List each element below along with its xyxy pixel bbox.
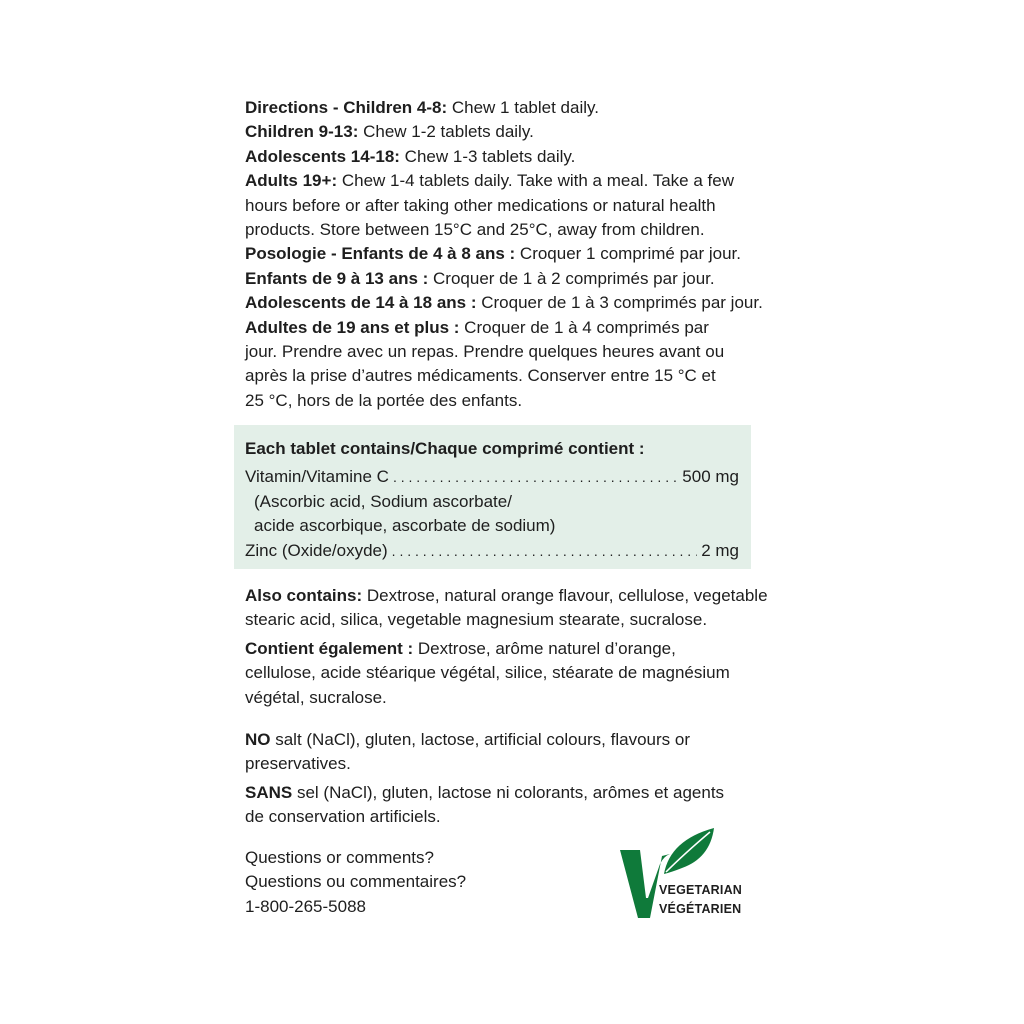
- ingredient-row-zinc: [245, 541, 739, 561]
- directions-line-6: products. Store between 15°C and 25°C, away from children.: [245, 220, 705, 240]
- directions-text: Croquer de 1 à 2 comprimés par jour.: [428, 268, 715, 288]
- contact-phone[interactable]: 1-800-265-5088: [245, 896, 366, 916]
- contient-line-1: [245, 637, 755, 661]
- also-contains-label: Also contains:: [245, 586, 363, 605]
- ingredient-row-vitamin-c: [245, 467, 739, 487]
- directions-heading: Children 9-13:: [245, 122, 359, 142]
- directions-text: Croquer 1 comprimé par jour.: [515, 244, 742, 264]
- directions-text: Croquer de 1 à 3 comprimés par jour.: [476, 293, 763, 313]
- contient-line-3: végétal, sucralose.: [245, 687, 387, 707]
- directions-line-7: [245, 242, 755, 266]
- ingredient-source-line-1: (Ascorbic acid, Sodium ascorbate/: [254, 492, 512, 511]
- contact-question-fr: Questions ou commentaires?: [245, 872, 467, 892]
- directions-text: Chew 1-2 tablets daily.: [358, 122, 534, 142]
- directions-heading: Adolescents de 14 à 18 ans :: [245, 293, 477, 313]
- sans-text: sel (NaCl), gluten, lactose ni colorants, arômes et agents: [292, 783, 725, 802]
- directions-line-13: 25 °C, hors de la portée des enfants.: [245, 390, 523, 410]
- directions-line-11: jour. Prendre avec un repas. Prendre quelques heures avant ou: [245, 342, 725, 362]
- no-line-1: [245, 728, 755, 752]
- dot-leader: [392, 541, 698, 561]
- directions-text: Chew 1-4 tablets daily. Take with a meal. Take a few: [337, 171, 734, 191]
- directions-section: [245, 96, 763, 413]
- sans-line-2: de conservation artificiels.: [245, 807, 441, 827]
- vegetarian-label-fr: VÉGÉTARIEN: [659, 902, 742, 916]
- directions-line-9: [245, 291, 763, 315]
- also-line-1: [245, 584, 768, 608]
- ingredient-amount: 500 mg: [682, 467, 739, 486]
- no-line-2: preservatives.: [245, 754, 351, 774]
- ingredient-source-line-2: acide ascorbique, ascorbate de sodium): [254, 516, 556, 535]
- no-section: [245, 728, 755, 777]
- contient-line-2: cellulose, acide stéarique végétal, silice, stéarate de magnésium: [245, 663, 730, 683]
- contient-text: Dextrose, arôme naturel d’orange,: [413, 639, 676, 658]
- vegetarian-label-en: VEGETARIAN: [659, 883, 743, 897]
- directions-heading: Directions - Children 4-8:: [245, 98, 448, 117]
- directions-line-3: [245, 145, 755, 169]
- also-line-2: stearic acid, silica, vegetable magnesium stearate, sucralose.: [245, 610, 708, 630]
- ingredient-name: Zinc (Oxide/oxyde): [245, 541, 388, 560]
- directions-heading: Adults 19+:: [245, 171, 338, 191]
- dot-leader: [393, 467, 678, 487]
- directions-line-2: [245, 120, 755, 144]
- directions-text: Chew 1 tablet daily.: [447, 98, 599, 117]
- directions-heading: Enfants de 9 à 13 ans :: [245, 268, 429, 288]
- directions-line-5: hours before or after taking other medications or natural health: [245, 195, 716, 215]
- contient-label: Contient également :: [245, 639, 414, 658]
- directions-text: Croquer de 1 à 4 comprimés par: [459, 317, 709, 337]
- directions-line-4: [245, 169, 755, 193]
- ingredient-name: Vitamin/Vitamine C: [245, 467, 389, 486]
- also-contains-text: Dextrose, natural orange flavour, cellulose, vegetable: [362, 586, 768, 605]
- ingredients-box: [234, 425, 751, 569]
- directions-line-10: [245, 316, 755, 340]
- ingredient-amount: 2 mg: [701, 541, 739, 560]
- also-contains-section: [245, 584, 768, 633]
- directions-line-12: après la prise d’autres médicaments. Conserver entre 15 °C et: [245, 366, 716, 386]
- directions-line-8: [245, 267, 755, 291]
- sans-line-1: [245, 781, 755, 805]
- ingredients-title: Each tablet contains/Chaque comprimé contient :: [245, 439, 645, 458]
- directions-line-1: [245, 96, 755, 120]
- no-label: NO: [245, 730, 271, 749]
- contient-section: [245, 637, 755, 710]
- directions-text: Chew 1-3 tablets daily.: [399, 146, 576, 166]
- directions-heading: Adultes de 19 ans et plus :: [245, 317, 460, 337]
- directions-heading: Posologie - Enfants de 4 à 8 ans :: [245, 244, 516, 264]
- sans-section: [245, 781, 755, 830]
- contact-question-en: Questions or comments?: [245, 848, 434, 867]
- sans-label: SANS: [245, 783, 293, 802]
- directions-heading: Adolescents 14-18:: [245, 146, 400, 166]
- no-text: salt (NaCl), gluten, lactose, artificial colours, flavours or: [270, 730, 690, 749]
